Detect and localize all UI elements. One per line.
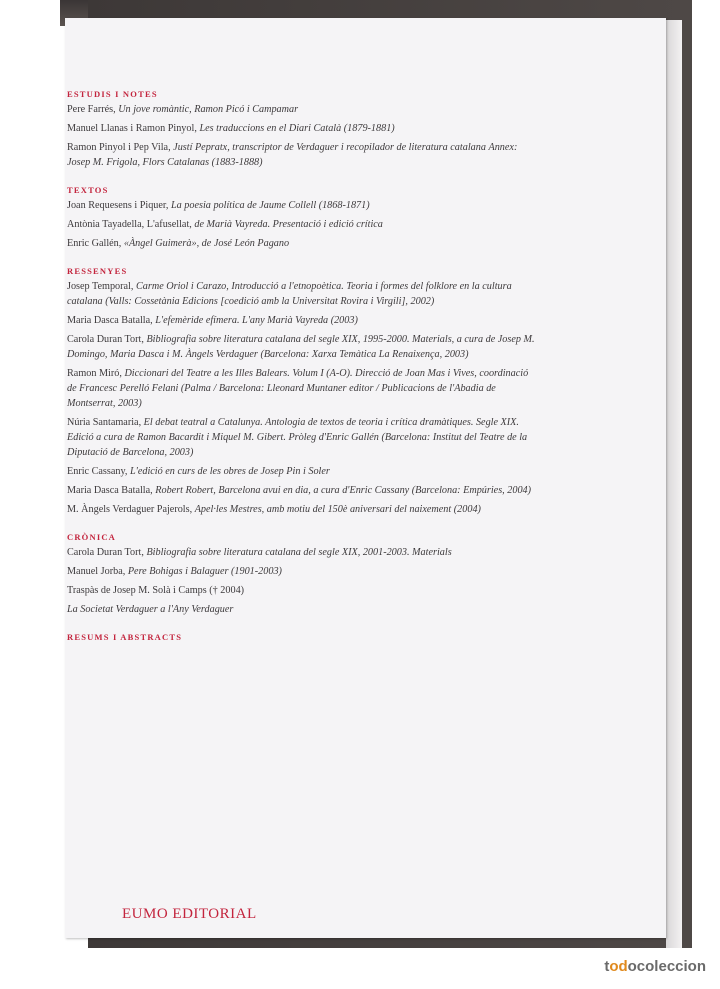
toc-section [67,532,537,617]
entry-detail: Diccionari del Teatre a les Illes Balears. Volum I (A-O). Direcció de Joan Mas i Vives, coordinació de Francesc Perelló Felani (Palma / Barcelona: Lleonard Muntaner editor / Publicacions de l'Abadia de Montserrat, 2003) [67,368,529,409]
section-heading: RESSENYES [67,266,128,276]
entry-title: Les traduccions en el [199,123,287,134]
entry-detail: Diari Català (1879-1881) [288,123,395,134]
watermark-logo: todocoleccion [604,958,706,975]
toc-section [67,89,537,170]
entry-title: «Àngel Guimerà», de José León Pagano [123,238,290,249]
section-heading: TEXTOS [67,185,109,195]
toc-entry [67,198,537,213]
entry-author: Joan Requesens i Piquer, [67,200,171,211]
entry-title: Pere Bohigas i Balaguer (1901-2003) [127,566,282,577]
toc-entry [67,583,537,598]
toc-section [67,632,537,642]
entry-author: Núria Santamaria, [67,417,144,428]
toc-entry [67,602,537,617]
entry-title: de Marià Vayreda. Presentació i edició crítica [194,219,383,230]
entry-title: Justí Pepratx, transcriptor de Verdaguer i recopilador de literatura catalana [173,142,486,153]
section-heading: RESUMS I ABSTRACTS [67,632,183,642]
page-edge [666,20,682,948]
entry-detail: Barcelona avui en dia, a cura d'Enric Cassany (Barcelona: Empúries, 2004) [218,485,532,496]
entry-author: M. Àngels Verdaguer Pajerols, [67,504,195,515]
entry-author: Antònia Tayadella, L'afusellat, [67,219,195,230]
toc-entry [67,332,537,362]
entry-author: Carola Duran Tort, [67,547,147,558]
entry-author: Pere Farrés, [67,104,119,115]
publisher-name: EUMO EDITORIAL [122,906,257,922]
entry-title: Carme Oriol i Carazo, [135,281,229,292]
entry-author: Carola Duran Tort, [67,334,147,345]
toc-entry [67,564,537,579]
toc-entry [67,483,537,498]
toc-entry [67,279,537,309]
entry-detail: Introducció a l'etnopoètica. Teoria i formes del folklore en la cultura catalana (Valls: Cossetània Edicions [coedició amb la Universitat Rovira i Virgili], 2002) [67,281,512,307]
entry-detail: Bibliografia sobre literatura catalana del segle XIX, 1995-2000. Materials, a cura de Josep M. Domingo, Maria Dasca i M. Àngels Verdaguer (Barcelona: Xarxa Temàtica La Renaixença, 2003) [67,334,535,360]
toc-entry [67,236,537,251]
entry-author: Ramon Pinyol i Pep Vila, [67,142,174,153]
toc-entry [67,102,537,117]
toc-entry [67,464,537,479]
entry-author: Josep Temporal, [67,281,136,292]
toc-section [67,185,537,251]
toc-entry [67,140,537,170]
entry-author: Maria Dasca Batalla, [67,485,156,496]
toc-entry [67,502,537,517]
section-heading: ESTUDIS I NOTES [67,89,158,99]
entry-title: Robert Robert, [155,485,216,496]
toc-entry [67,415,537,460]
entry-title: La poesia política de Jaume Collell (1868-1871) [171,200,370,211]
entry-detail: Annex: Josep M. Frigola, Flors Catalanas (1883-1888) [67,142,518,168]
entry-title: Apel·les Mestres, amb motiu del 150è aniversari del naixement (2004) [194,504,481,515]
entry-title: Un jove romàntic, Ramon Picó i Campamar [118,104,299,115]
toc-entry [67,217,537,232]
entry-title: Bibliografia sobre literatura catalana del segle XIX, 2001-2003. Materials [146,547,452,558]
section-heading: CRÒNICA [67,532,117,542]
entry-author: Ramon Miró, [67,368,125,379]
entry-title: La Societat Verdaguer a l'Any Verdaguer [67,604,234,615]
entry-author: Manuel Jorba, [67,566,128,577]
toc-entry [67,366,537,411]
entry-author: Manuel Llanas i Ramon Pinyol, [67,123,200,134]
entry-author: Enric Cassany, [67,466,130,477]
toc-entry [67,545,537,560]
entry-author: Traspàs de Josep M. Solà i Camps († 2004) [67,585,245,596]
toc-entry [67,313,537,328]
entry-author: Enric Gallén, [67,238,124,249]
table-of-contents [67,89,537,657]
entry-author: Maria Dasca Batalla, [67,315,156,326]
entry-title: L'efemèride efímera. L'any Marià Vayreda (2003) [155,315,358,326]
entry-title: L'edició en curs de les obres de Josep Pin i Soler [130,466,330,477]
entry-detail: El debat teatral a Catalunya. Antologia de textos de teoria i crítica dramàtiques. Segle XIX. Edició a cura de Ramon Bacardit i Miquel M. Gibert. Pròleg d'Enric Gallén (Barcelona: Institut del Teatre de la Diputació de Barcelona, 2003) [67,417,528,458]
toc-section [67,266,537,517]
toc-entry [67,121,537,136]
